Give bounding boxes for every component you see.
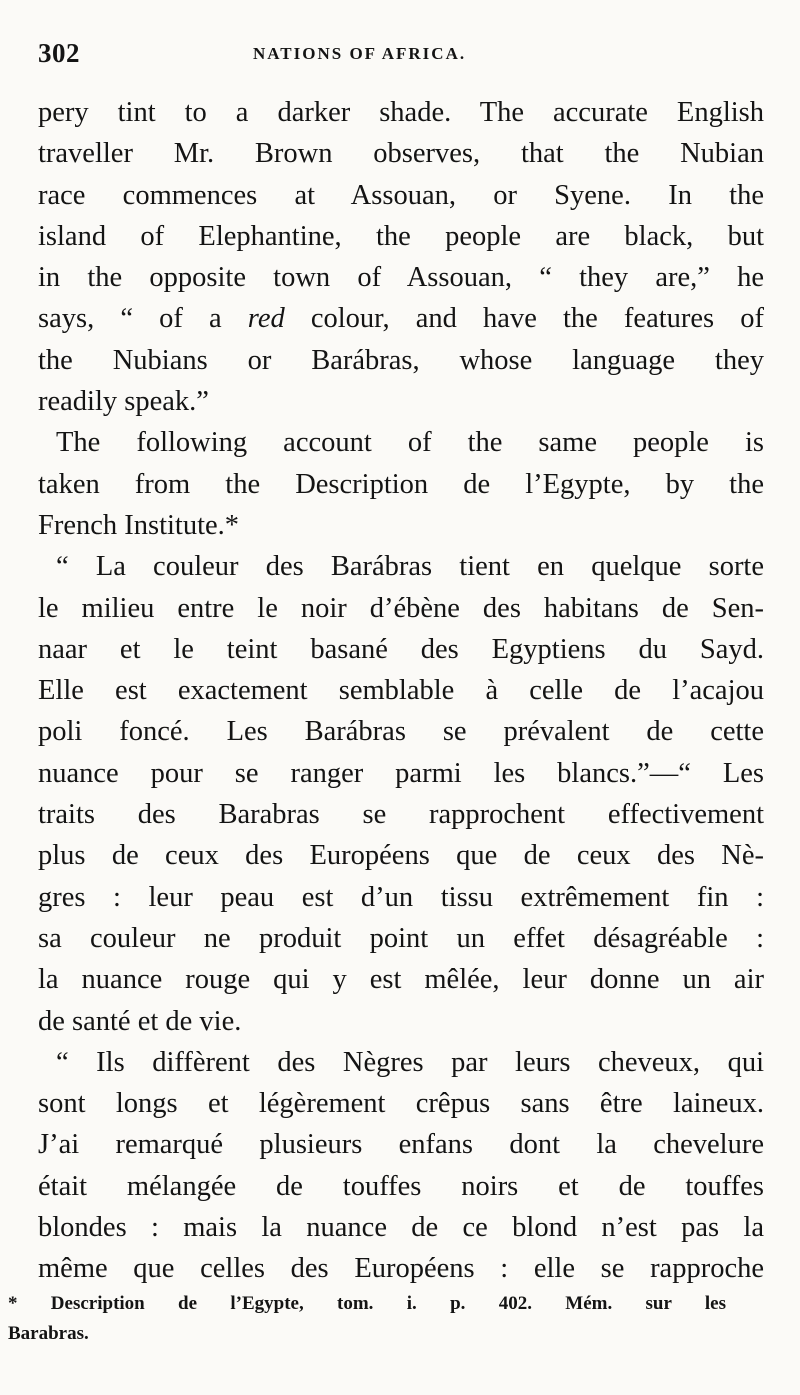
paragraph-end-line: French Institute.* [38,509,240,541]
italic-word: red [247,303,285,335]
text-line: nuance pour se ranger parmi les blancs.”—“ Les [38,757,764,789]
text-line: traits des Barabras se rapprochent effectivement [38,799,764,831]
running-head: NATIONS OF AFRICA. [253,44,467,63]
text-line: island of Elephantine, the people are black, but [38,220,764,252]
text-segment: colour, and have the features of [284,303,764,335]
paragraph-end-line: de santé et de vie. [38,1005,242,1037]
text-line: gres : leur peau est d’un tissu extrêmement fin : [38,881,764,913]
paragraph-end-line: readily speak.” [38,386,209,418]
text-line: était mélangée de touffes noirs et de touffes [38,1170,764,1202]
text-line: sont longs et légèrement crêpus sans être laineux. [38,1088,764,1120]
text-line: sa couleur ne produit point un effet désagréable : [38,922,764,954]
text-line: même que celles des Européens : elle se rapproche [38,1253,764,1285]
paragraph-start-line: The following account of the same people is [56,427,764,459]
text-line: plus de ceux des Européens que de ceux des Nè- [38,840,764,872]
quote-start-line: “ La couleur des Barábras tient en quelque sorte [56,551,764,583]
body-text [38,92,764,1290]
text-line: race commences at Assouan, or Syene. In the [38,179,764,211]
book-page [38,30,764,1285]
footnote-line: * Description de l’Egypte, tom. i. p. 402. Mém. sur les [8,1293,726,1314]
footnote-line: Barabras. [8,1323,89,1344]
text-line: traveller Mr. Brown observes, that the Nubian [38,138,764,170]
text-line: blondes : mais la nuance de ce blond n’est pas la [38,1212,764,1244]
text-line: the Nubians or Barábras, whose language they [38,344,764,376]
footnote [8,1289,726,1349]
text-line: J’ai remarqué plusieurs enfans dont la chevelure [38,1129,764,1161]
text-line: la nuance rouge qui y est mêlée, leur donne un air [38,964,764,996]
text-line: naar et le teint basané des Egyptiens du Sayd. [38,633,764,665]
text-line: poli foncé. Les Barábras se prévalent de cette [38,716,764,748]
page-number: 302 [38,38,80,68]
text-line-with-italic [38,298,764,339]
text-line: Elle est exactement semblable à celle de l’acajou [38,675,764,707]
text-line: le milieu entre le noir d’ébène des habitans de Sen- [38,592,764,624]
quote-start-line: “ Ils diffèrent des Nègres par leurs cheveux, qui [56,1046,764,1078]
text-line: pery tint to a darker shade. The accurate English [38,97,764,128]
text-segment: says, “ of a [38,303,248,335]
text-line: in the opposite town of Assouan, “ they are,” he [38,262,764,294]
page-header [38,30,764,80]
text-line: taken from the Description de l’Egypte, by the [38,468,764,500]
